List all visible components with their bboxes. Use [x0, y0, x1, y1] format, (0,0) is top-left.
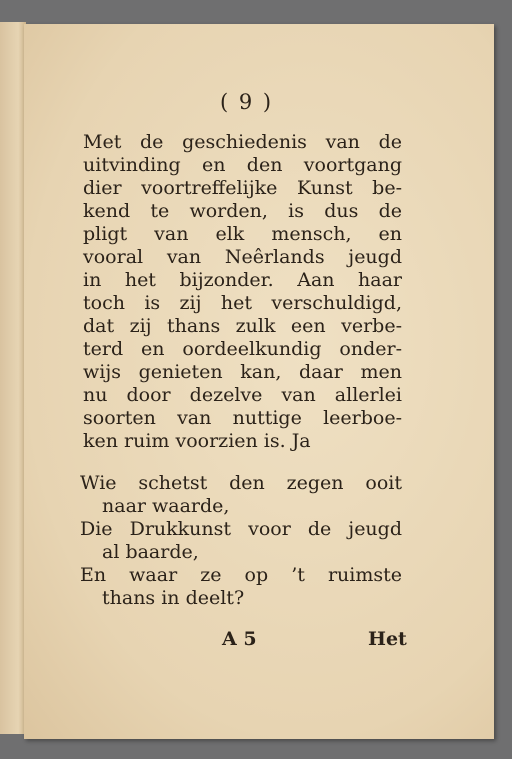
- body-line: wijs genieten kan, daar men: [83, 361, 402, 383]
- body-line: in het bijzonder. Aan haar: [83, 269, 402, 291]
- body-line: vooral van Neêrlands jeugd: [83, 246, 402, 268]
- body-line: Met de geschiedenis van de: [83, 131, 402, 153]
- body-line: soorten van nuttige leerboe-: [83, 407, 402, 429]
- body-line: dat zij thans zulk een verbe-: [83, 315, 402, 337]
- verse-line: thans in deelt?: [102, 587, 245, 609]
- verse-line: al baarde,: [102, 541, 199, 563]
- body-line: nu door dezelve van allerlei: [83, 384, 402, 406]
- page-number: ( 9 ): [220, 90, 274, 114]
- body-line: ken ruim voorzien is. Ja: [83, 430, 311, 452]
- catchword: Het: [368, 628, 407, 650]
- book-page: [24, 24, 494, 739]
- body-line: kend te worden, is dus de: [83, 200, 402, 222]
- body-line: toch is zij het verschuldigd,: [83, 292, 402, 314]
- body-line: terd en oordeelkundig onder-: [83, 338, 402, 360]
- body-line: dier voortreffelijke Kunst be-: [83, 177, 402, 199]
- signature-mark: A 5: [222, 628, 257, 650]
- verse-line: Wie schetst den zegen ooit: [80, 472, 402, 494]
- verse-line: naar waarde,: [102, 495, 230, 517]
- facing-page-edge: [0, 22, 26, 734]
- body-line: uitvinding en den voortgang: [83, 154, 402, 176]
- body-line: pligt van elk mensch, en: [83, 223, 402, 245]
- verse-line: Die Drukkunst voor de jeugd: [80, 518, 402, 540]
- verse-line: En waar ze op ’t ruimste: [80, 564, 402, 586]
